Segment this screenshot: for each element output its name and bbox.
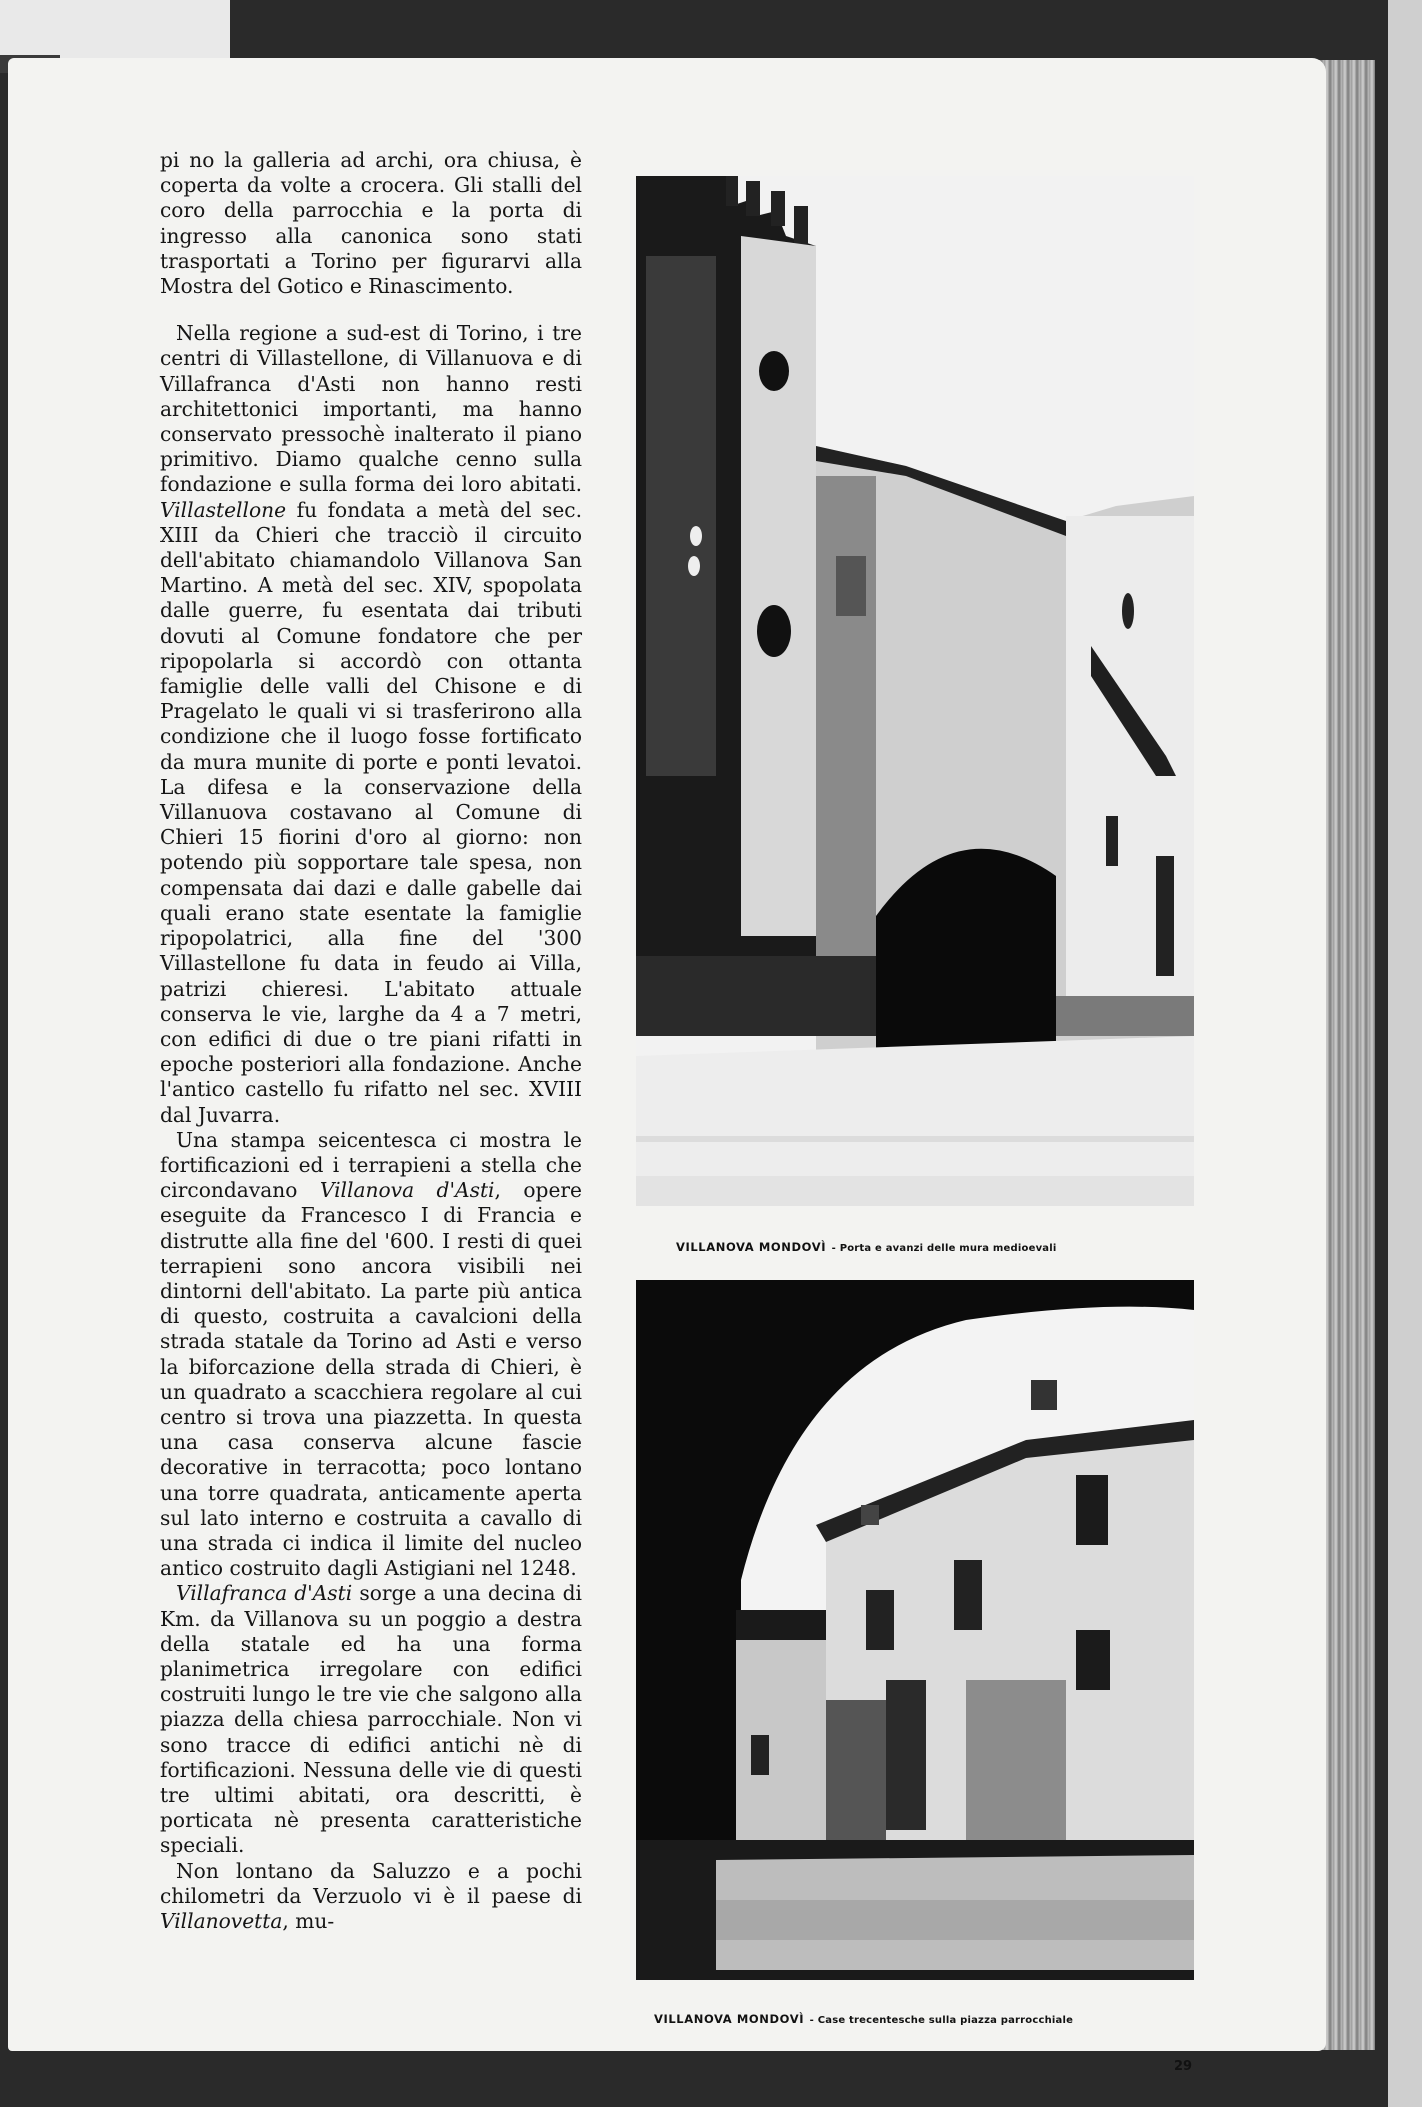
- place-villanovetta: Villanovetta: [160, 1909, 283, 1934]
- scan-border-top-left: [0, 0, 230, 62]
- paragraph-villafranca: [160, 1581, 582, 1858]
- text-saluzzo: Non lontano da Saluzzo e a pochi chilometri da Verzuolo vi è il paese di: [160, 1858, 582, 1908]
- photo-case-trecentesche: [636, 1280, 1194, 1980]
- caption-2-desc: - Case trecentesche sulla piazza parrocchiale: [809, 2015, 1074, 2026]
- body-text-column: [160, 148, 582, 1934]
- photo-porta-mura: [636, 176, 1194, 1206]
- photo-porta-mura-image: [636, 176, 1194, 1206]
- caption-2-place: VILLANOVA MONDOVÌ: [654, 2012, 805, 2026]
- paragraph-villanovetta: [160, 1859, 582, 1935]
- book-page: [8, 58, 1326, 2074]
- paragraph-regione: [160, 321, 582, 1128]
- text-intro: Nella regione a sud-est di Torino, i tre centri di Villastellone, di Villanuova e di Villafranca d'Asti non hanno resti architettonici importanti, ma hanno conservato pressochè inalterato il piano primitivo. Diamo qualche cenno sulla fondazione e sulla forma dei loro abitati.: [160, 321, 582, 497]
- page-number: 29: [1174, 2059, 1193, 2074]
- place-villafranca: Villafranca d'Asti: [176, 1581, 353, 1606]
- text-villastellone: fu fondata a metà del sec. XIII da Chieri che tracciò il circuito dell'abitato chiamandolo Villanova San Martino. A metà del sec. XIV, spopolata dalle guerre, fu esentata dai tributi dovuti al Comune fondatore che per ripopolarla si accordò con ottanta famiglie delle valli del Chisone e di Pragelato le quali vi si trasferirono alla condizione che il luogo fosse fortificato da mura munite di porte e ponti levatoi. La difesa e la conservazione della Villanuova costavano al Comune di Chieri 15 fiorini d'oro al giorno: non potendo più sopportare tale spesa, non compensata dai dazi e dalle gabelle dai quali erano state esentate la famiglie ripopolatrici, alla fine del '300 Villastellone fu data in feudo ai Villa, patrizi chieresi. L'abitato attuale conserva le vie, larghe da 4 a 7 metri, con edifici di due o tre piani rifatti in epoche posteriori alla fondazione. Anche l'antico castello fu rifatto nel sec. XVIII dal Juvarra.: [160, 497, 582, 1127]
- caption-1-desc: - Porta e avanzi delle mura medioevali: [831, 1243, 1057, 1254]
- place-villastellone: Villastellone: [160, 497, 287, 522]
- text-villanova: , opere eseguite da Francesco I di Francia e distrutte alla fine del '600. I resti di quei terrapieni sono ancora visibili nei dintorni dell'abitato. La parte più antica di questo, costruita a cavalcioni della strada statale da Torino ad Asti e verso la biforcazione della strada di Chieri, è un quadrato a scacchiera regolare al cui centro si trova una piazzetta. In questa una casa conserva alcune fascie decorative in terracotta; poco lontano una torre quadrata, anticamente aperta sul lato interno e costruita a cavallo di una strada ci indica il limite del nucleo antico costruito dagli Astigiani nel 1248.: [160, 1178, 582, 1581]
- text-villafranca: sorge a una decina di Km. da Villanova su un poggio a destra della statale ed ha una forma planimetrica irregolare con edifici costruiti lungo le tre vie che salgono alla piazza della chiesa parrocchiale. Non vi sono tracce di edifici antichi nè di fortificazioni. Nessuna delle vie di questi tre ultimi abitati, ora descritti, è porticata nè presenta caratteristiche speciali.: [160, 1581, 582, 1858]
- place-villanova-asti: Villanova d'Asti: [319, 1178, 495, 1203]
- caption-1-place: VILLANOVA MONDOVÌ: [676, 1240, 827, 1254]
- paragraph-continuation: pi no la galleria ad archi, ora chiusa, è coperta da volte a crocera. Gli stalli del coro della parrocchia e la porta di ingresso alla canonica sono stati trasportati a Torino per figurarvi alla Mostra del Gotico e Rinascimento.: [160, 148, 582, 299]
- text-stampa: Una stampa seicentesca ci mostra le fortificazioni ed i terrapieni a stella che circondavano: [160, 1127, 582, 1203]
- text-tail: , mu-: [282, 1909, 335, 1934]
- photo-case-image: [636, 1280, 1194, 1980]
- paragraph-stampa: [160, 1128, 582, 1582]
- scan-border-right: [1388, 0, 1422, 2107]
- caption-photo-1: [676, 1236, 1057, 1255]
- caption-photo-2: [654, 2008, 1073, 2027]
